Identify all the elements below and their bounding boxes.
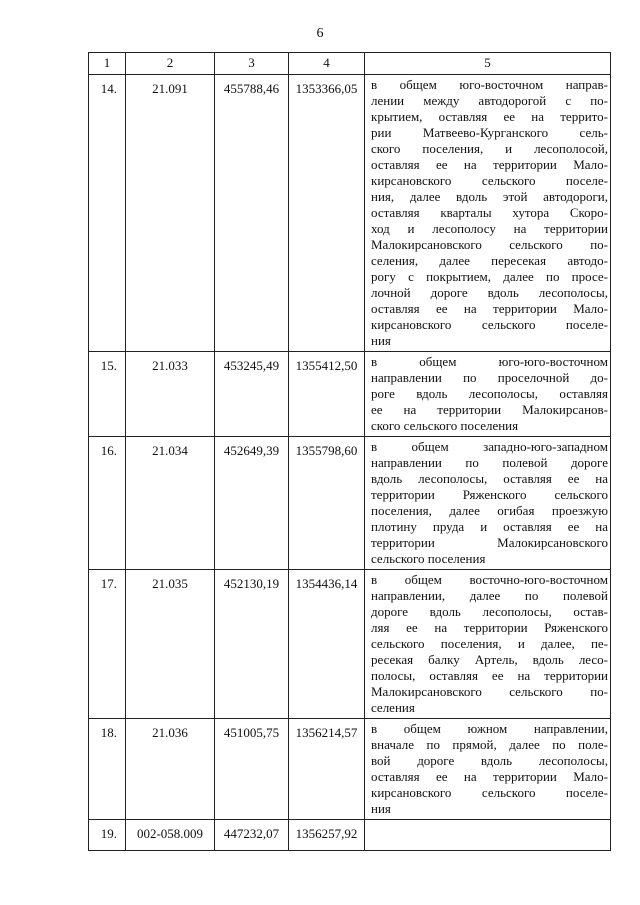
description-line: вначале по прямой, далее по поле- (371, 737, 608, 752)
x-coordinate-cell: 452130,19 (215, 570, 289, 719)
x-coordinate-cell: 453245,49 (215, 352, 289, 437)
table-row (89, 75, 611, 352)
y-coordinate-cell: 1353366,05 (289, 75, 365, 352)
description-line: вдоль лесополосы, оставляя ее на (371, 471, 608, 486)
row-number-cell: 14. (89, 75, 126, 352)
y-coordinate-cell: 1355798,60 (289, 437, 365, 570)
description-line: оставляя ее на территории Мало- (371, 157, 608, 172)
point-code-cell: 21.035 (126, 570, 215, 719)
column-header-3: 3 (215, 53, 289, 75)
description-line: в общем западно-юго-западном (371, 439, 608, 454)
description-line: кирсановского сельского поселе- (371, 785, 608, 800)
description-line: в общем южном направлении, (371, 721, 608, 736)
description-line: ского поселения, и лесополосой, (371, 141, 608, 156)
description-line: ляя ее на территории Ряженского (371, 620, 608, 635)
description-line: рогу с покрытием, далее по просе- (371, 269, 608, 284)
description-line: направлении по проселочной до- (371, 370, 608, 385)
description-line: территории Ряженского сельского (371, 487, 608, 502)
column-header-5: 5 (365, 53, 611, 75)
description-line: селения (371, 700, 415, 715)
column-header-1: 1 (89, 53, 126, 75)
row-number-cell: 16. (89, 437, 126, 570)
description-line: кирсановского сельского поселе- (371, 317, 608, 332)
table-row (89, 820, 611, 851)
description-line: Малокирсановского сельского по- (371, 237, 608, 252)
description-line: оставляя ее на территории Мало- (371, 301, 608, 316)
description-line: лении между автодорогой с по- (371, 93, 608, 108)
description-line: лочной дороге вдоль лесополосы, (371, 285, 608, 300)
point-code-cell: 21.034 (126, 437, 215, 570)
description-line: территории Малокирсановского (371, 535, 608, 550)
description-line: сельского поселения, и далее, пе- (371, 636, 608, 651)
x-coordinate-cell: 455788,46 (215, 75, 289, 352)
description-line: плотину пруда и оставляя ее на (371, 519, 608, 534)
table-row (89, 352, 611, 437)
y-coordinate-cell: 1356214,57 (289, 719, 365, 820)
row-number-cell: 18. (89, 719, 126, 820)
description-line: Малокирсановского сельского по- (371, 684, 608, 699)
description-line: роге вдоль лесополосы, оставляя (371, 386, 608, 401)
description-line: рии Матвеево-Курганского сель- (371, 125, 608, 140)
description-line: поселения, далее огибая проезжую (371, 503, 608, 518)
boundary-points-table (88, 52, 611, 851)
table-row (89, 570, 611, 719)
description-line: ния (371, 801, 391, 816)
description-line: в общем восточно-юго-восточном (371, 572, 608, 587)
description-cell (365, 352, 611, 437)
description-line: оставляя кварталы хутора Скоро- (371, 205, 608, 220)
description-line: ния (371, 333, 391, 348)
point-code-cell: 21.036 (126, 719, 215, 820)
table-row (89, 437, 611, 570)
y-coordinate-cell: 1354436,14 (289, 570, 365, 719)
page-number: 6 (316, 26, 324, 41)
description-line: ния, далее вдоль этой автодороги, (371, 189, 608, 204)
description-line: полосы, оставляя ее на территории (371, 668, 608, 683)
description-cell (365, 437, 611, 570)
description-line: ход и лесополосу на территории (371, 221, 608, 236)
description-line: в общем юго-юго-восточном (371, 354, 608, 369)
description-line: ского сельского поселения (371, 418, 519, 433)
description-line: направлении по полевой дороге (371, 455, 608, 470)
point-code-cell: 21.091 (126, 75, 215, 352)
column-header-4: 4 (289, 53, 365, 75)
y-coordinate-cell: 1356257,92 (289, 820, 365, 851)
description-line: кирсановского сельского поселе- (371, 173, 608, 188)
point-code-cell: 21.033 (126, 352, 215, 437)
description-cell (365, 570, 611, 719)
description-line: дороге вдоль лесополосы, остав- (371, 604, 608, 619)
description-line: крытием, оставляя ее на террито- (371, 109, 608, 124)
description-line: направлении, далее по полевой (371, 588, 608, 603)
description-cell (365, 75, 611, 352)
description-line: в общем юго-восточном направ- (371, 77, 608, 92)
row-number-cell: 15. (89, 352, 126, 437)
table-row (89, 719, 611, 820)
y-coordinate-cell: 1355412,50 (289, 352, 365, 437)
description-line: ее на территории Малокирсанов- (371, 402, 608, 417)
description-cell (365, 820, 611, 851)
table-header-row (89, 53, 611, 75)
description-line: вой дороге вдоль лесополосы, (371, 753, 608, 768)
description-line: сельского поселения (371, 551, 486, 566)
row-number-cell: 19. (89, 820, 126, 851)
description-line: оставляя ее на территории Мало- (371, 769, 608, 784)
column-header-2: 2 (126, 53, 215, 75)
description-line: ресекая балку Артель, вдоль лесо- (371, 652, 608, 667)
description-line: селения, далее пересекая автодо- (371, 253, 608, 268)
description-cell (365, 719, 611, 820)
x-coordinate-cell: 447232,07 (215, 820, 289, 851)
point-code-cell: 002-058.009 (126, 820, 215, 851)
row-number-cell: 17. (89, 570, 126, 719)
x-coordinate-cell: 452649,39 (215, 437, 289, 570)
x-coordinate-cell: 451005,75 (215, 719, 289, 820)
